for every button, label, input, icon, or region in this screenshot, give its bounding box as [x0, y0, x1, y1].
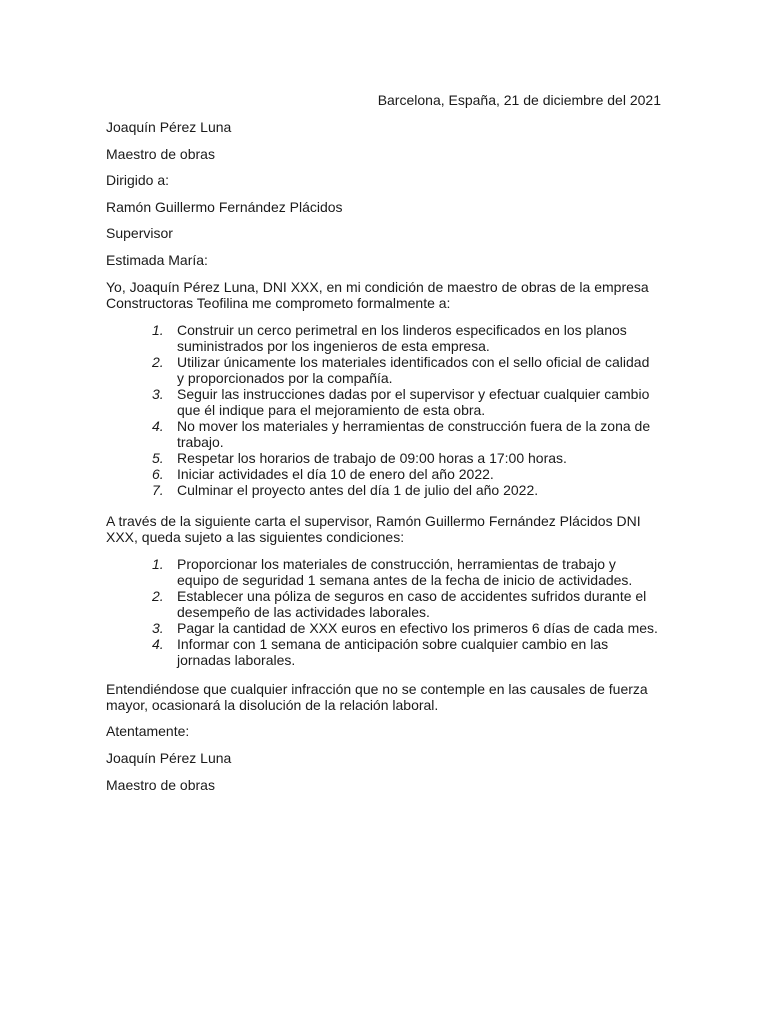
list-item-text: Establecer una póliza de seguros en caso de accidentes sufridos durante el desempeño de las actividades laborales. — [177, 588, 647, 620]
list-item-number: 2. — [152, 354, 164, 370]
list-item — [130, 482, 660, 498]
list-item — [130, 386, 660, 418]
commitments-list — [130, 322, 660, 498]
list-item — [130, 636, 660, 668]
conditions-intro-paragraph: A través de la siguiente carta el supervisor, Ramón Guillermo Fernández Plácidos DNI XXX, queda sujeto a las siguientes condiciones: — [106, 513, 641, 545]
sender-role: Maestro de obras — [106, 146, 215, 162]
list-item-text: Pagar la cantidad de XXX euros en efectivo los primeros 6 días de cada mes. — [177, 620, 658, 636]
list-item-text: Culminar el proyecto antes del día 1 de julio del año 2022. — [177, 482, 539, 498]
list-item-text: No mover los materiales y herramientas de construcción fuera de la zona de trabajo. — [177, 418, 651, 450]
list-item-text: Utilizar únicamente los materiales identificados con el sello oficial de calidad y proporcionados por la compañía. — [177, 354, 650, 386]
date-line: Barcelona, España, 21 de diciembre del 2021 — [377, 92, 661, 108]
list-item — [130, 418, 660, 450]
recipient-name: Ramón Guillermo Fernández Plácidos — [106, 199, 343, 215]
list-item-number: 2. — [152, 588, 164, 604]
list-item-number: 1. — [152, 322, 164, 338]
list-item-number: 1. — [152, 556, 164, 572]
list-item — [130, 450, 660, 466]
conditions-list — [130, 556, 660, 668]
salutation: Atentamente: — [106, 723, 190, 739]
closing-clause: Entendiéndose que cualquier infracción que no se contemple en las causales de fuerza mayor, ocasionará la disolución de la relación laboral. — [106, 681, 648, 713]
list-item-text: Construir un cerco perimetral en los linderos especificados en los planos suministrados por los ingenieros de esta empresa. — [177, 322, 627, 354]
signer-name: Joaquín Pérez Luna — [106, 750, 232, 766]
list-item — [130, 620, 660, 636]
list-item-text: Respetar los horarios de trabajo de 09:00 horas a 17:00 horas. — [177, 450, 567, 466]
list-item-number: 7. — [152, 482, 164, 498]
addressed-to-label: Dirigido a: — [106, 172, 170, 188]
sender-name: Joaquín Pérez Luna — [106, 119, 232, 135]
list-item-text: Iniciar actividades el día 10 de enero del año 2022. — [177, 466, 494, 482]
list-item-text: Proporcionar los materiales de construcción, herramientas de trabajo y equipo de seguridad 1 semana antes de la fecha de inicio de actividades. — [177, 556, 633, 588]
intro-paragraph: Yo, Joaquín Pérez Luna, DNI XXX, en mi condición de maestro de obras de la empresa Constructoras Teofilina me comprometo formalmente a: — [106, 279, 649, 311]
list-item-number: 4. — [152, 636, 164, 652]
greeting: Estimada María: — [106, 252, 208, 268]
list-item-number: 4. — [152, 418, 164, 434]
list-item — [130, 466, 660, 482]
list-item — [130, 322, 660, 354]
list-item-text: Seguir las instrucciones dadas por el supervisor y efectuar cualquier cambio que él indique para el mejoramiento de esta obra. — [177, 386, 650, 418]
list-item-number: 3. — [152, 620, 164, 636]
list-item — [130, 354, 660, 386]
list-item — [130, 556, 660, 588]
signer-role: Maestro de obras — [106, 777, 215, 793]
list-item — [130, 588, 660, 620]
list-item-text: Informar con 1 semana de anticipación sobre cualquier cambio en las jornadas laborales. — [177, 636, 609, 668]
list-item-number: 6. — [152, 466, 164, 482]
list-item-number: 5. — [152, 450, 164, 466]
recipient-role: Supervisor — [106, 225, 173, 241]
list-item-number: 3. — [152, 386, 164, 402]
